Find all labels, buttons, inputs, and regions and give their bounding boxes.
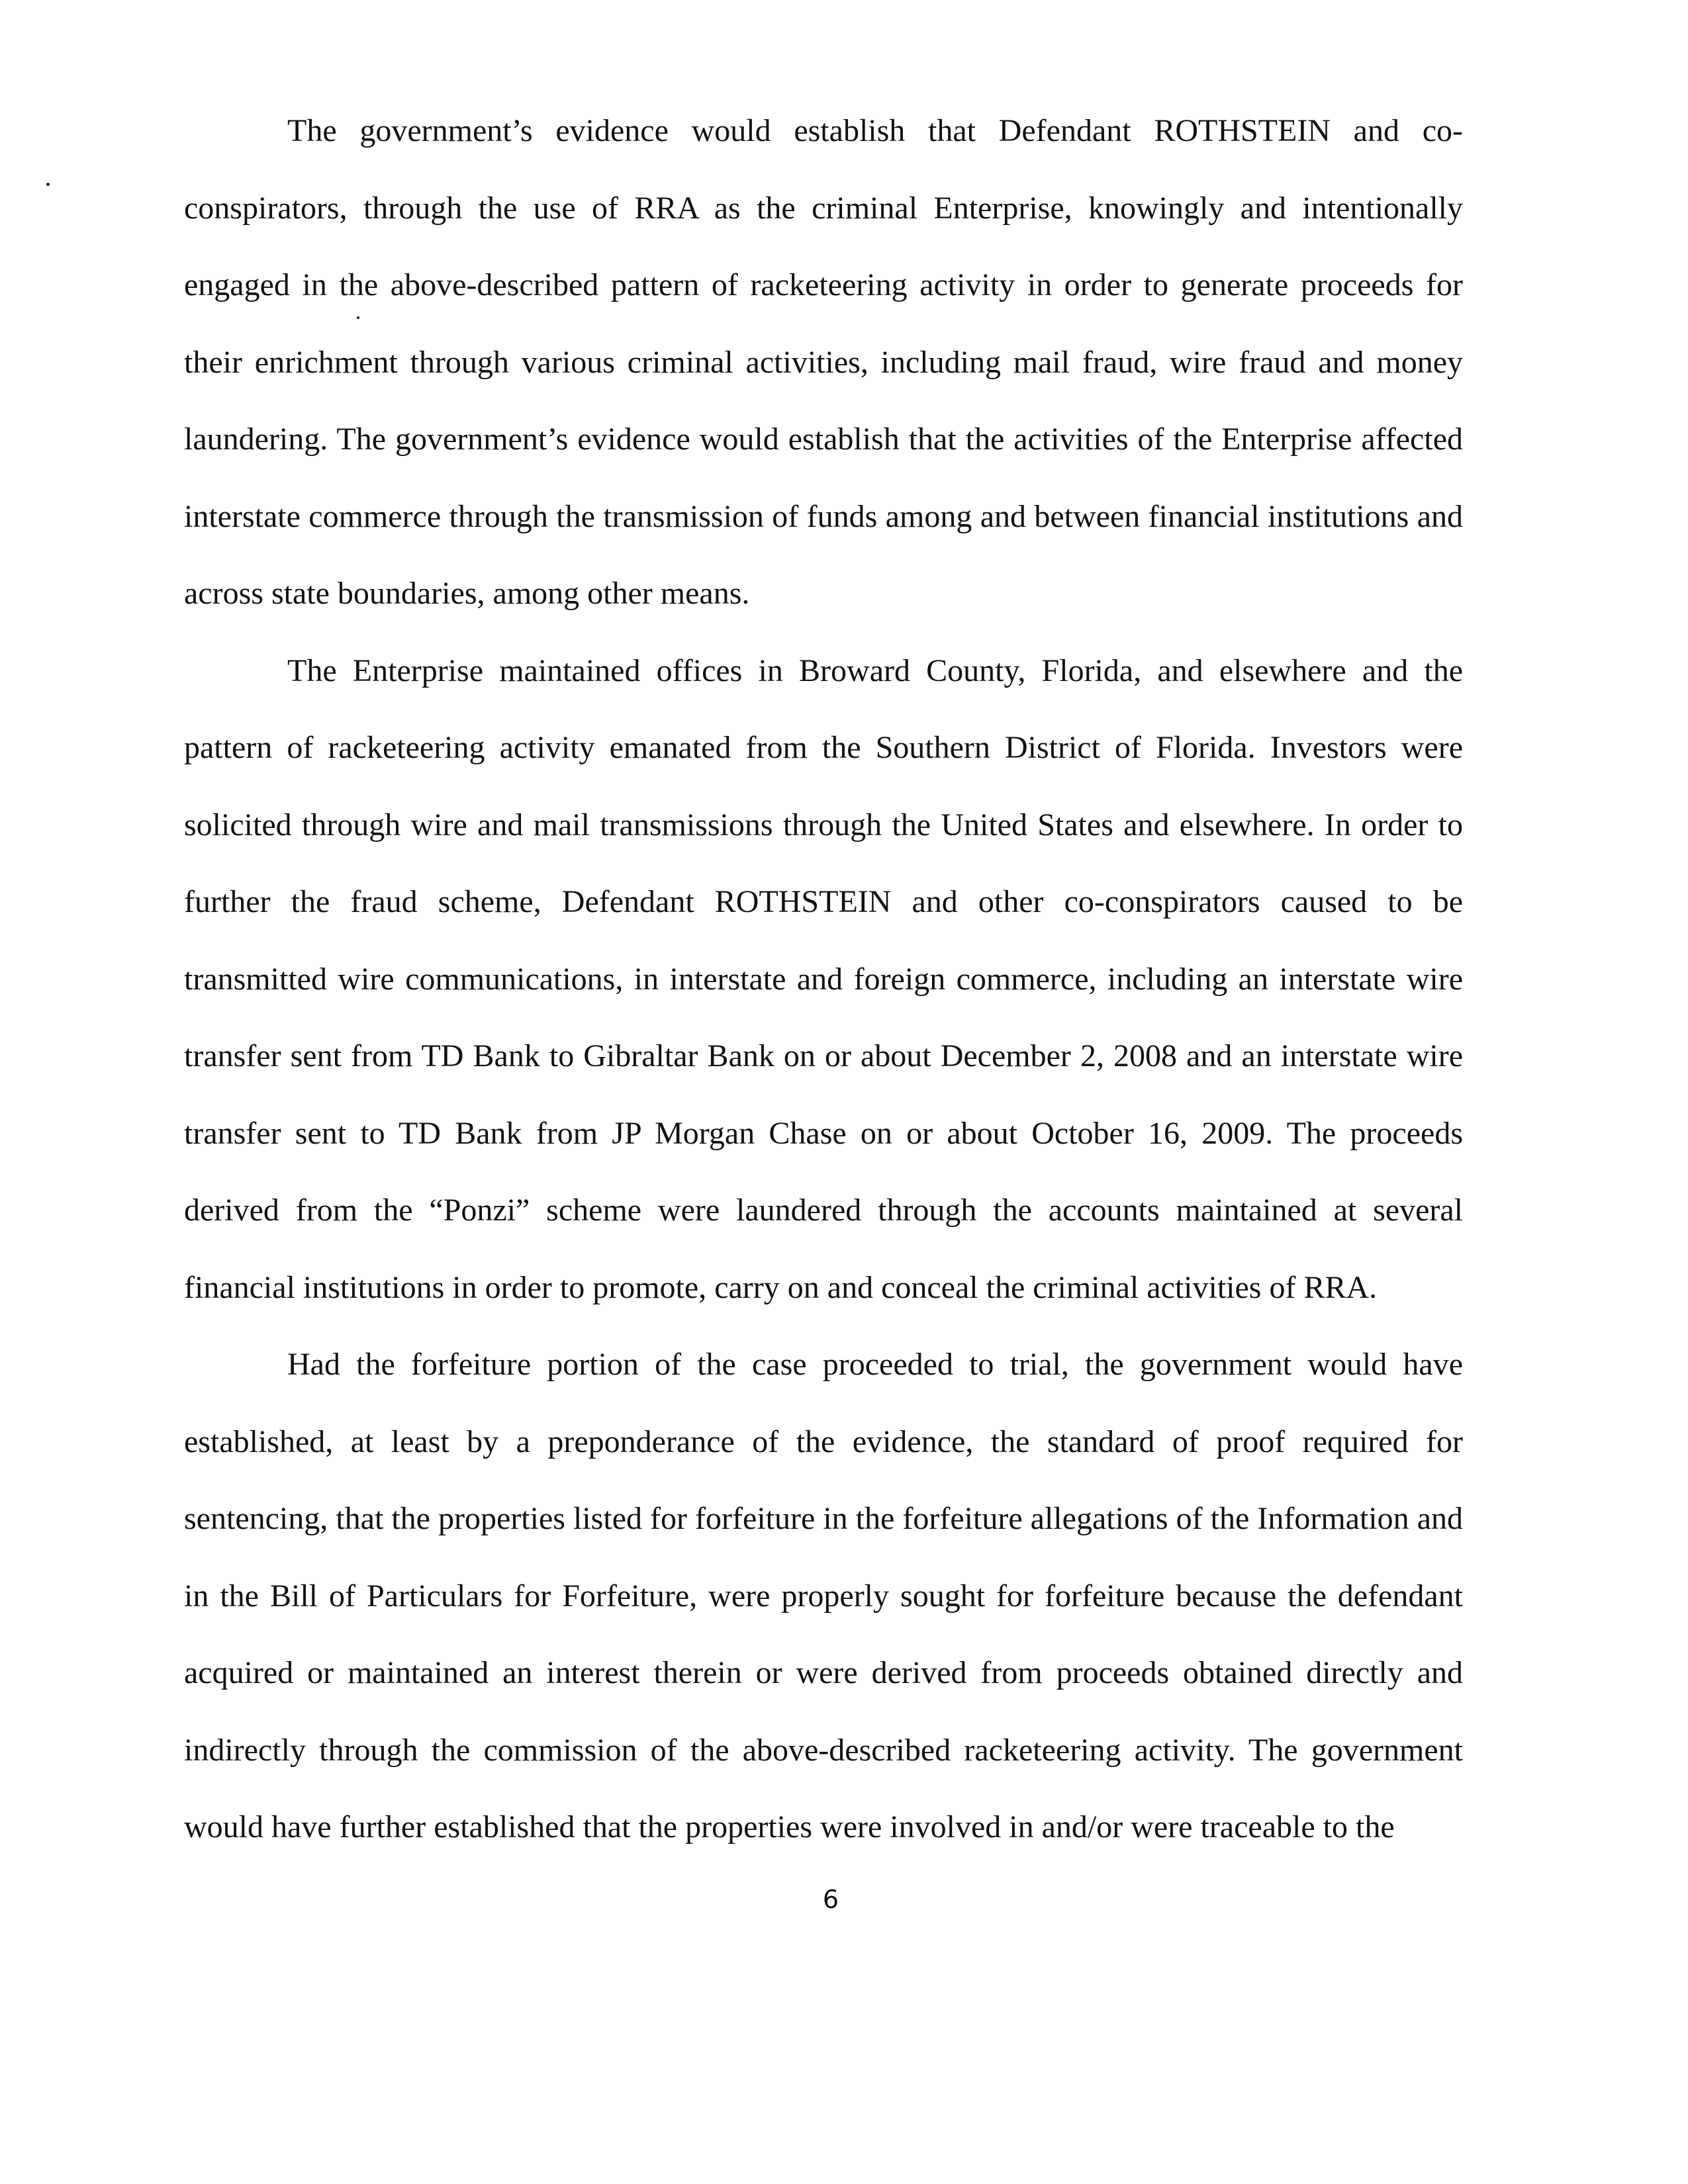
- paragraph-forfeiture: Had the forfeiture portion of the case proceeded to trial, the government would have established, at least by a preponderance of the evidence, the standard of proof required for sentencing, that the properties listed for forfeiture in the forfeiture allegations of the Information and in the Bill of Particulars for Forfeiture, were properly sought for forfeiture because the defendant acquired or maintained an interest therein or were derived from proceeds obtained directly and indirectly through the commission of the above-described racketeering activity. The government would have further established that the properties were involved in and/or were traceable to the: [184, 1347, 1463, 1844]
- page-number: 6: [822, 1885, 839, 1914]
- document-body: [184, 93, 1463, 1866]
- scan-speck: [46, 183, 50, 186]
- paragraph-enterprise-offices: The Enterprise maintained offices in Broward County, Florida, and elsewhere and the pattern of racketeering activity emanated from the Southern District of Florida. Investors were solicited through wire and mail transmissions through the United States and elsewhere. In order to further the fraud scheme, Defendant ROTHSTEIN and other co-conspirators caused to be transmitted wire communications, in interstate and foreign commerce, including an interstate wire transfer sent from TD Bank to Gibraltar Bank on or about December 2, 2008 and an interstate wire transfer sent to TD Bank from JP Morgan Chase on or about October 16, 2009. The proceeds derived from the “Ponzi” scheme were laundered through the accounts maintained at several financial institutions in order to promote, carry on and conceal the criminal activities of RRA.: [184, 653, 1463, 1305]
- paragraph-enterprise-evidence: The government’s evidence would establish that Defendant ROTHSTEIN and co-conspirators, through the use of RRA as the criminal Enterprise, knowingly and intentionally engaged in the above-described pattern of racketeering activity in order to generate proceeds for their enrichment through various criminal activities, including mail fraud, wire fraud and money laundering. The government’s evidence would establish that the activities of the Enterprise affected interstate commerce through the transmission of funds among and between financial institutions and across state boundaries, among other means.: [184, 113, 1463, 611]
